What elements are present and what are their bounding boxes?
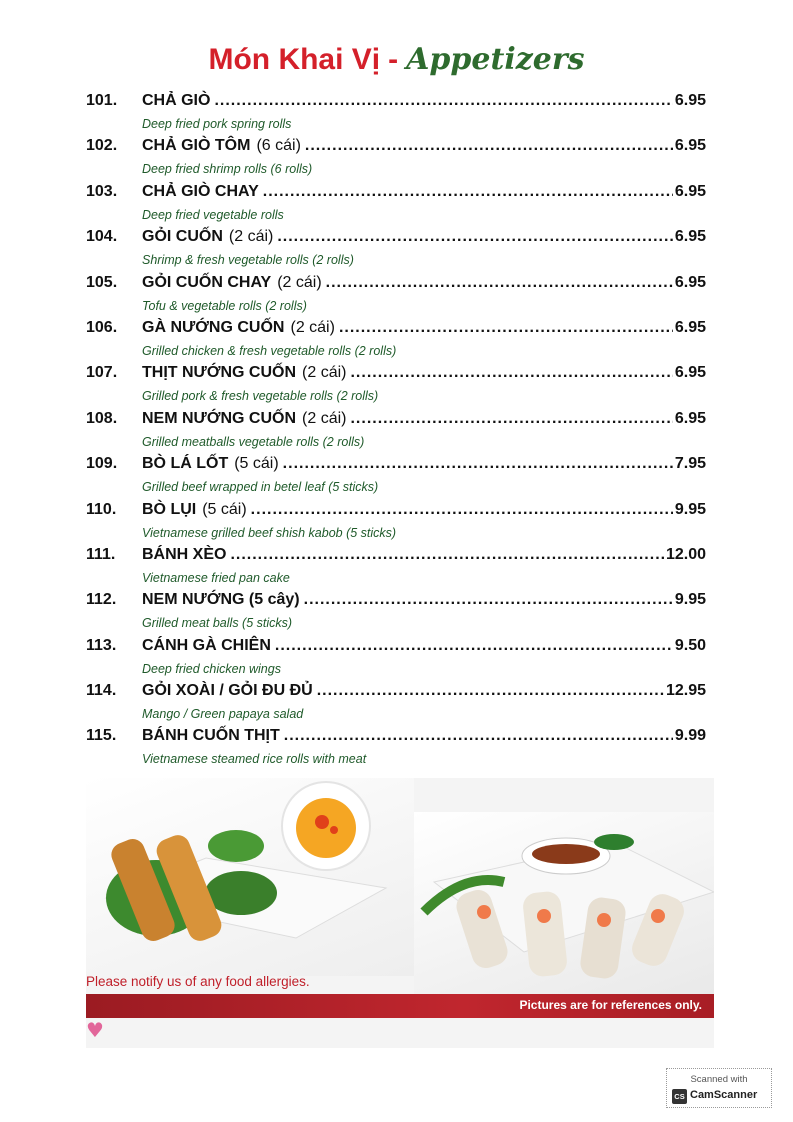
item-description: Grilled beef wrapped in betel leaf (5 sticks) — [142, 480, 379, 495]
menu-item-line — [86, 183, 706, 207]
item-number: 112. — [86, 591, 117, 609]
item-name: BÁNH XÈO — [142, 545, 227, 563]
item-quantity: (2 cái) — [290, 318, 335, 336]
item-quantity: (5 cái) — [202, 500, 247, 518]
item-number: 103. — [86, 182, 118, 200]
item-name: CHẢ GIÒ — [142, 92, 211, 109]
item-description: Deep fried shrimp rolls (6 rolls) — [142, 162, 313, 177]
menu-item — [86, 319, 706, 364]
photo-area — [86, 778, 714, 1048]
item-quantity: (2 cái) — [277, 273, 322, 291]
menu-item — [86, 228, 706, 273]
allergy-notice: Please notify us of any food allergies. — [86, 974, 310, 989]
menu-item — [86, 727, 706, 772]
item-number: 114. — [86, 682, 117, 700]
menu-item-line — [86, 364, 706, 388]
item-quantity: (6 cái) — [256, 137, 301, 155]
item-price: 6.95 — [674, 409, 706, 427]
menu-item — [86, 92, 706, 137]
item-number: 105. — [86, 273, 118, 291]
item-name: GÀ NƯỚNG CUỐN — [142, 318, 285, 336]
menu-item-line — [86, 455, 706, 479]
item-description: Vietnamese fried pan cake — [142, 570, 290, 585]
menu-item-line — [86, 727, 706, 751]
dot-leader — [304, 591, 673, 609]
item-price: 6.95 — [674, 137, 706, 155]
item-number: 101. — [86, 92, 118, 109]
item-name: GỎI CUỐN CHAY — [142, 273, 272, 291]
menu-item — [86, 682, 706, 727]
item-price: 6.95 — [674, 273, 706, 291]
dot-leader — [283, 455, 673, 473]
item-price: 9.95 — [674, 500, 706, 518]
menu-item — [86, 455, 706, 500]
dot-leader — [263, 183, 673, 201]
camscanner-watermark — [666, 1068, 772, 1108]
item-description: Vietnamese grilled beef shish kabob (5 sticks) — [142, 525, 397, 540]
dot-leader — [230, 546, 664, 564]
item-price: 6.95 — [674, 182, 706, 200]
item-description: Vietnamese steamed rice rolls with meat — [142, 752, 367, 767]
item-number: 113. — [86, 636, 117, 654]
item-description: Tofu & vegetable rolls (2 rolls) — [142, 298, 307, 313]
item-number: 108. — [86, 409, 118, 427]
menu-item-list — [86, 92, 706, 773]
item-price: 6.95 — [674, 228, 706, 246]
dot-leader — [350, 364, 672, 382]
fresh-rolls-photo — [414, 812, 714, 994]
item-name: NEM NƯỚNG (5 cây) — [142, 591, 300, 609]
item-price: 6.95 — [674, 364, 706, 382]
menu-item-line — [86, 274, 706, 298]
menu-item — [86, 364, 706, 409]
menu-item — [86, 591, 706, 636]
item-price: 6.95 — [674, 92, 706, 109]
watermark-scanned-with: Scanned with — [690, 1074, 748, 1085]
title-separator: - — [388, 43, 399, 76]
item-number: 104. — [86, 228, 118, 246]
item-name: THỊT NƯỚNG CUỐN — [142, 364, 297, 382]
menu-item-line — [86, 501, 706, 525]
menu-item-line — [86, 137, 706, 161]
item-description: Deep fried vegetable rolls — [142, 207, 284, 222]
item-number: 111. — [86, 545, 116, 563]
item-number: 106. — [86, 318, 118, 336]
item-number: 115. — [86, 727, 117, 745]
dot-leader — [339, 319, 673, 337]
dot-leader — [214, 92, 672, 110]
disclaimer-banner — [86, 994, 714, 1018]
menu-item-line — [86, 319, 706, 343]
menu-item — [86, 137, 706, 182]
menu-item-line — [86, 682, 706, 706]
dot-leader — [350, 410, 672, 428]
dot-leader — [326, 274, 673, 292]
heart-icon: ♥ — [86, 1018, 104, 1042]
item-number: 102. — [86, 137, 118, 155]
dot-leader — [277, 228, 673, 246]
item-description: Grilled meatballs vegetable rolls (2 rolls) — [142, 434, 365, 449]
item-name: BÁNH CUỐN THỊT — [142, 727, 280, 745]
item-price: 6.95 — [674, 318, 706, 336]
dot-leader — [275, 637, 673, 655]
item-name: CÁNH GÀ CHIÊN — [142, 636, 271, 654]
dot-leader — [317, 682, 664, 700]
spring-rolls-photo — [86, 778, 414, 976]
item-price: 7.95 — [674, 455, 706, 473]
menu-item-line — [86, 546, 706, 570]
item-number: 107. — [86, 364, 118, 382]
item-description: Grilled pork & fresh vegetable rolls (2 rolls) — [142, 389, 379, 404]
item-description: Deep fried chicken wings — [142, 661, 281, 676]
disclaimer-text: Pictures are for references only. — [519, 998, 702, 1012]
item-description: Shrimp & fresh vegetable rolls (2 rolls) — [142, 253, 354, 268]
item-description: Grilled meat balls (5 sticks) — [142, 616, 293, 631]
item-name: NEM NƯỚNG CUỐN — [142, 409, 297, 427]
camscanner-logo-icon: CS — [672, 1089, 687, 1104]
dot-leader — [305, 137, 673, 155]
menu-item-line — [86, 92, 706, 116]
menu-item — [86, 501, 706, 546]
item-name: CHẢ GIÒ TÔM — [142, 137, 251, 155]
item-price: 9.95 — [674, 591, 706, 609]
item-description: Mango / Green papaya salad — [142, 707, 304, 722]
menu-item — [86, 410, 706, 455]
item-name: BÒ LÁ LỐT — [142, 455, 229, 473]
item-quantity: (2 cái) — [302, 409, 347, 427]
item-description: Deep fried pork spring rolls — [142, 117, 292, 131]
item-quantity: (5 cái) — [234, 455, 279, 473]
dot-leader — [284, 727, 673, 745]
item-price: 9.99 — [674, 727, 706, 745]
menu-item-line — [86, 228, 706, 252]
menu-item-line — [86, 410, 706, 434]
title-english: Appetizers — [406, 42, 585, 77]
menu-item — [86, 637, 706, 682]
watermark-brand: CamScanner — [690, 1089, 758, 1101]
item-number: 110. — [86, 500, 117, 518]
page-title — [0, 42, 793, 77]
item-price: 9.50 — [674, 636, 706, 654]
menu-item-line — [86, 591, 706, 615]
item-quantity: (2 cái) — [302, 364, 347, 382]
item-quantity: (2 cái) — [228, 228, 274, 246]
menu-item — [86, 183, 706, 228]
item-name: GỎI CUỐN — [142, 228, 223, 246]
dot-leader — [251, 501, 673, 519]
menu-item-line — [86, 637, 706, 661]
item-price: 12.00 — [665, 545, 706, 563]
item-description: Grilled chicken & fresh vegetable rolls (2 rolls) — [142, 343, 397, 358]
item-price: 12.95 — [665, 682, 706, 700]
item-name: BÒ LỤI — [142, 500, 197, 518]
item-name: GỎI XOÀI / GỎI ĐU ĐỦ — [142, 682, 313, 700]
menu-item — [86, 546, 706, 591]
title-vietnamese: Món Khai Vị — [208, 43, 381, 76]
item-name: CHẢ GIÒ CHAY — [142, 182, 259, 200]
item-number: 109. — [86, 455, 118, 473]
menu-item — [86, 274, 706, 319]
